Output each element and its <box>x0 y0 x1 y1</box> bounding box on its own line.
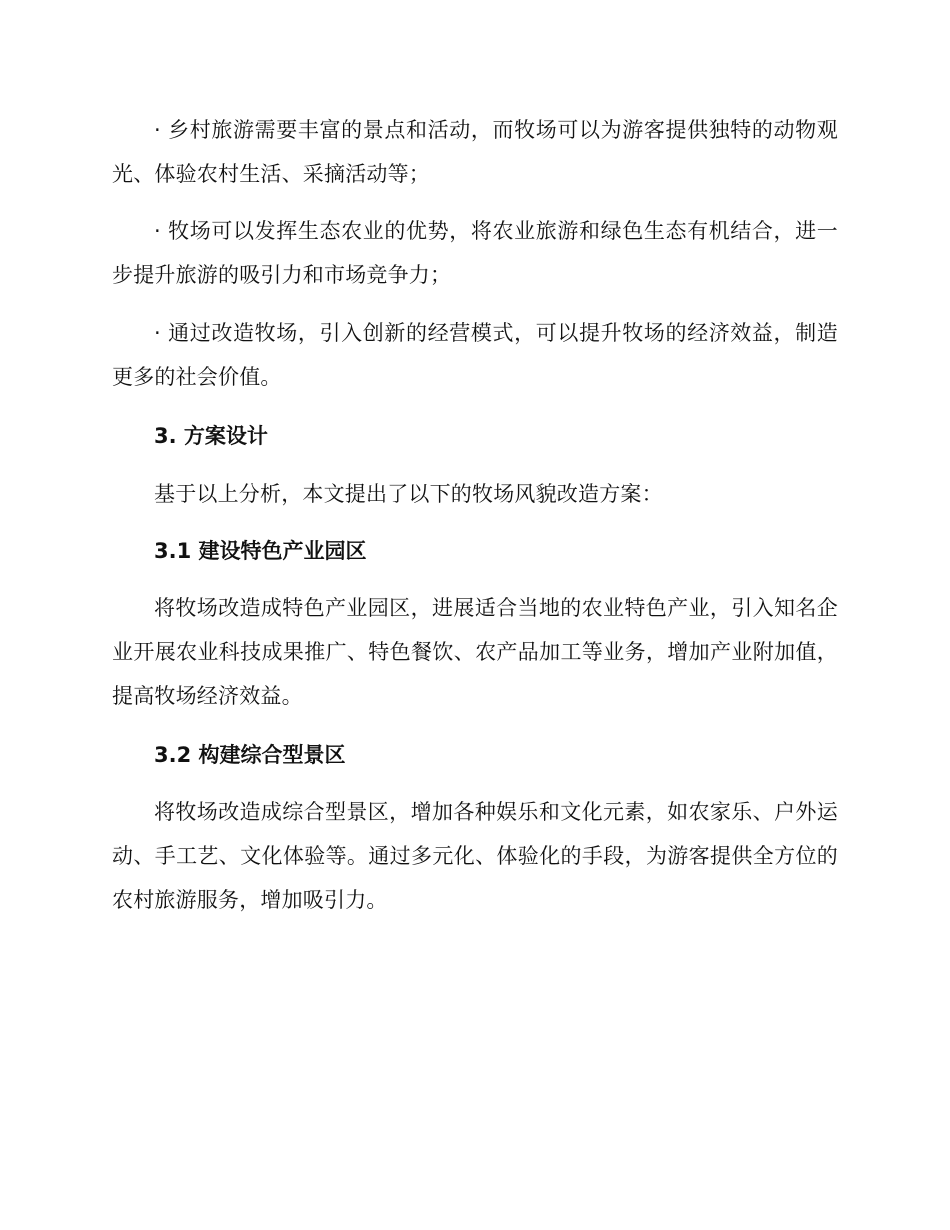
bullet-paragraph-1: · 乡村旅游需要丰富的景点和活动，而牧场可以为游客提供独特的动物观光、体验农村生活、采摘活动等； <box>112 118 838 186</box>
subsection-heading-2: 3.2 构建综合型景区 <box>154 743 346 767</box>
subsection-body-2: 将牧场改造成综合型景区，增加各种娱乐和文化元素，如农家乐、户外运动、手工艺、文化体验等。通过多元化、体验化的手段，为游客提供全方位的农村旅游服务，增加吸引力。 <box>112 800 838 912</box>
subsection-heading-1: 3.1 建设特色产业园区 <box>154 539 367 563</box>
bullet-paragraph-3: · 通过改造牧场，引入创新的经营模式，可以提升牧场的经济效益，制造更多的社会价值。 <box>112 321 838 389</box>
bullet-paragraph-2: · 牧场可以发挥生态农业的优势，将农业旅游和绿色生态有机结合，进一步提升旅游的吸引力和市场竞争力； <box>112 219 838 287</box>
section-heading: 3. 方案设计 <box>154 424 268 448</box>
intro-paragraph: 基于以上分析，本文提出了以下的牧场风貌改造方案： <box>154 482 663 506</box>
subsection-body-1: 将牧场改造成特色产业园区，进展适合当地的农业特色产业，引入知名企业开展农业科技成果推广、特色餐饮、农产品加工等业务，增加产业附加值，提高牧场经济效益。 <box>112 596 838 708</box>
